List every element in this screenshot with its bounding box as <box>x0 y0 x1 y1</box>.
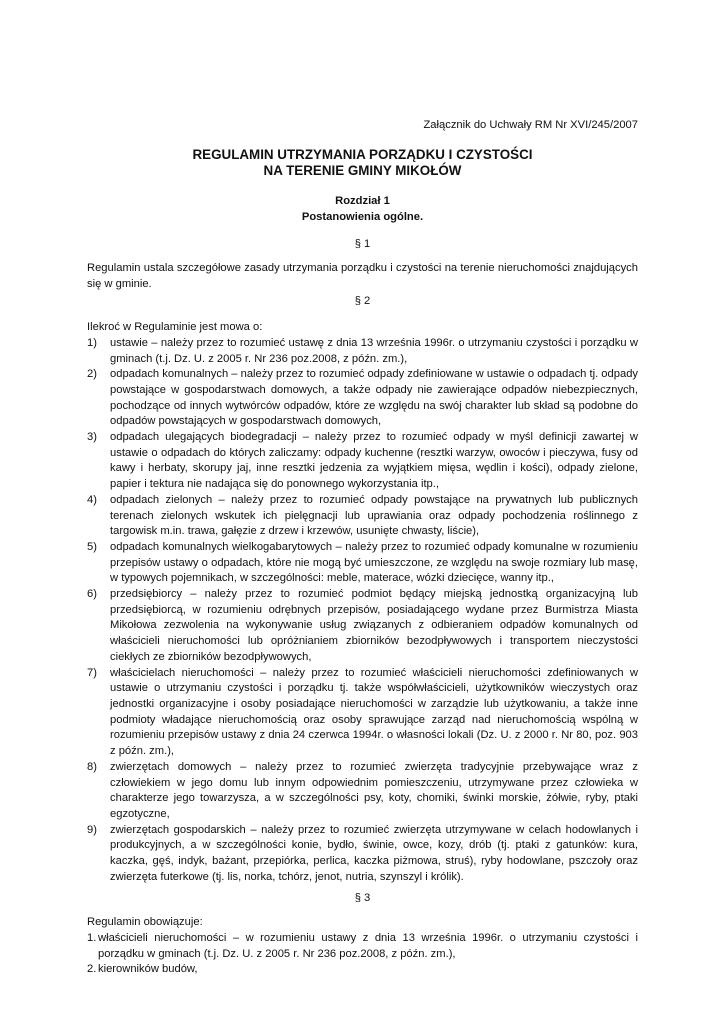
scope-list <box>87 931 638 978</box>
list-item <box>87 587 638 666</box>
chapter-heading <box>87 194 638 225</box>
item-text: ustawie – należy przez to rozumieć ustawę z dnia 13 września 1996r. o utrzymaniu czystości i porządku w gminach (t.j. Dz. U. z 2005 r. Nr 236 poz.2008, z późn. zm.), <box>110 336 638 365</box>
list-item <box>87 430 638 493</box>
item-text: zwierzętach domowych – należy przez to rozumieć zwierzęta tradycyjnie przebywające wraz z człowiekiem w jego domu lub innym odpowiednim pomieszczeniu, utrzymywane przez człowieka w charakterze jego towarzysza, a w szczególności psy, koty, chomiki, świnki morskie, żółwie, ryby, ptaki egzotyczne, <box>110 760 638 820</box>
chapter-name: Postanowienia ogólne. <box>301 210 424 223</box>
section-1-text: Regulamin ustala szczegółowe zasady utrzymania porządku i czystości na terenie nieruchomości znajdujących się w gminie. <box>87 262 638 290</box>
item-number: 4) <box>87 493 97 506</box>
section-1-symbol: § 1 <box>354 238 371 251</box>
list-item <box>87 493 638 540</box>
item-number: 1. <box>87 931 97 944</box>
item-text: odpadach ulegających biodegradacji – należy przez to rozumieć odpady w myśl definicji zawartej w ustawie o odpadach do których zaliczamy: odpady kuchenne (resztki warzyw, owoców i pieczywa, fusy od kawy i herbaty, skorupy jaj, inne resztki jedzenia za wyjątkiem mięsa, wędlin i kości), odpady zielone, papier i tektura nie nadająca się do ponownego wykorzystania itp., <box>110 431 638 491</box>
chapter-number: Rozdział 1 <box>335 194 390 207</box>
definitions-list <box>87 336 638 886</box>
list-item <box>87 666 638 760</box>
item-number: 9) <box>87 823 97 836</box>
list-item <box>87 367 638 430</box>
item-number: 2. <box>87 963 97 976</box>
item-number: 1) <box>87 336 97 349</box>
item-text: odpadach zielonych – należy przez to rozumieć odpady powstające na prywatnych lub publicznych terenach zielonych wskutek ich pielęgnacji lub uprawiania oraz odpady pochodzenia roślinnego z targowisk m.in. trawa, gałęzie z drzew i krzewów, usunięte chwasty, liście), <box>110 493 638 538</box>
list-item <box>87 823 638 886</box>
list-item <box>87 336 638 367</box>
section-3-intro: Regulamin obowiązuje: <box>87 916 203 929</box>
item-number: 6) <box>87 588 97 601</box>
item-text: właścicielach nieruchomości – należy przez to rozumieć właścicieli nieruchomości zdefiniowanych w ustawie o utrzymaniu czystości i porządku tj. także współwłaścicieli, użytkowników wieczystych oraz jednostki organizacyjne i osoby posiadające nieruchomości w zarządzie lub użytkowaniu, a także inne podmioty władające nieruchomością oraz osoby sprawujące zarząd nad nieruchomością wspólną w rozumieniu przepisów ustawy z dnia 24 czerwca 1994r. o własności lokali (Dz. U. z 2000 r. Nr 80, poz. 903 z późn. zm.), <box>110 666 638 758</box>
list-item <box>87 931 638 962</box>
item-number: 5) <box>87 540 97 553</box>
annex-reference: Załącznik do Uchwały RM Nr XVI/245/2007 <box>423 119 638 131</box>
title-line-2: NA TERENIE GMINY MIKOŁÓW <box>263 163 462 179</box>
item-text: właścicieli nieruchomości – w rozumieniu ustawy z dnia 13 września 1996r. o utrzymaniu czystości i porządku w gminach (t.j. Dz. U. z 2005 r. Nr 236 poz.2008, z późn. zm.), <box>98 931 638 960</box>
list-item <box>87 760 638 823</box>
item-number: 3) <box>87 431 97 444</box>
item-text: kierowników budów, <box>98 963 198 976</box>
item-text: przedsiębiorcy – należy przez to rozumieć podmiot będący miejską jednostką organizacyjną lub przedsiębiorcą, w rozumieniu odrębnych przepisów, posiadającego wydane przez Burmistrza Miasta Mikołowa zezwolenia na wykonywanie usług związanych z odbieraniem odpadów komunalnych od właścicieli nieruchomości lub opróżnianiem zbiorników bezodpływowych i transportem nieczystości ciekłych ze zbiorników bezodpływowych, <box>110 588 638 663</box>
list-item <box>87 962 638 978</box>
item-number: 7) <box>87 666 97 679</box>
item-text: odpadach komunalnych wielkogabarytowych – należy przez to rozumieć odpady komunalne w rozumieniu przepisów ustawy o odpadach, które nie mogą być umieszczone, ze względu na swoje rozmiary lub masę, w typowych pojemnikach, w szczególności: meble, materace, wózki dziecięce, wanny itp., <box>110 540 638 585</box>
item-number: 2) <box>87 368 97 381</box>
title-line-1: REGULAMIN UTRZYMANIA PORZĄDKU I CZYSTOŚCI <box>192 146 533 162</box>
document-title <box>87 147 638 180</box>
section-3-symbol: § 3 <box>354 892 371 905</box>
item-text: zwierzętach gospodarskich – należy przez to rozumieć zwierzęta utrzymywane w celach hodowlanych i produkcyjnych, a w szczególności konie, bydło, świnie, owce, kozy, drób (tj. ptaki z gatunków: kura, kaczka, gęś, indyk, bażant, przepiórka, perlica, kaczka piżmowa, struś), ryby hodowlane, pszczoły oraz zwierzęta futerkowe (tj. lis, norka, tchórz, jenot, nutria, szynszyl i królik). <box>110 823 638 883</box>
list-item <box>87 540 638 587</box>
item-text: odpadach komunalnych – należy przez to rozumieć odpady zdefiniowane w ustawie o odpadach tj. odpady powstające w gospodarstwach domowych, a także odpady nie zawierające odpadów niebezpiecznych, pochodzące od innych wytwórców odpadów, które ze względu na swój charakter lub skład są podobne do odpadów powstających w gospodarstwach domowych, <box>110 368 639 428</box>
section-2-symbol: § 2 <box>354 295 371 308</box>
item-number: 8) <box>87 760 97 773</box>
document-page <box>87 118 638 978</box>
section-2-intro: Ilekroć w Regulaminie jest mowa o: <box>87 321 263 334</box>
